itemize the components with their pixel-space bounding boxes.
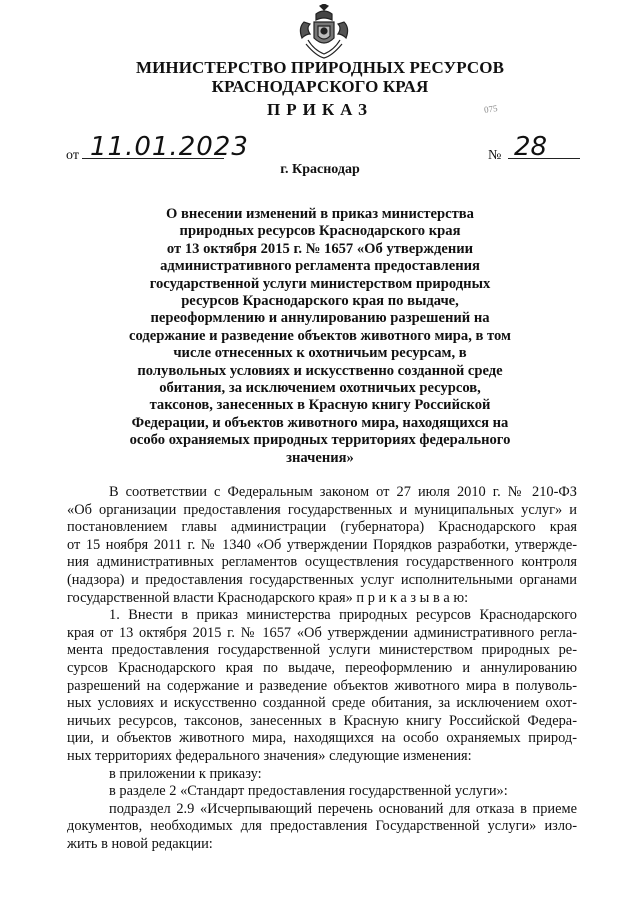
title-line: О внесении изменений в приказ министерства [166, 206, 474, 222]
body-line: «Об организации предоставления государственных и муниципальных услуг» и [67, 501, 577, 518]
body-line: ния административных регламентов осуществления государственного контроля [67, 554, 577, 571]
coat-of-arms-icon [296, 4, 352, 60]
body-line: ничьих ресурсов, таксонов, занесенных в Красную книгу Российской Федера- [67, 712, 577, 729]
body-line: мента предоставления государственной услуги министерством природных ре- [67, 642, 577, 659]
title-line: ресурсов Краснодарского края по выдаче, [181, 293, 459, 310]
document-body [67, 484, 577, 853]
date-label: от [66, 148, 79, 163]
title-line: полувольных условиях и искусственно созданной среде [137, 362, 503, 379]
city: г. Краснодар [280, 162, 360, 177]
body-line: 1. Внести в приказ министерства природных ресурсов Краснодарского [109, 607, 577, 624]
body-line: ных условиях и искусственно созданной среде обитания, за исключением охот- [67, 695, 577, 712]
body-line: ции, и объектов животного мира, находящихся на особо охраняемых природ- [67, 730, 577, 747]
title-line: содержание и разведение объектов животного мира, в том [128, 327, 511, 344]
body-line: в разделе 2 «Стандарт предоставления государственной услуги»: [109, 783, 508, 800]
body-line: подраздел 2.9 «Исчерпывающий перечень оснований для отказа в приеме [109, 800, 577, 817]
body-line: края от 13 октября 2015 г. № 1657 «Об утверждении административного регла- [67, 624, 577, 641]
body-line: жить в новой редакции: [67, 835, 213, 852]
title-line: от 13 октября 2015 г. № 1657 «Об утверждении [166, 240, 474, 257]
title-line: числе отнесенных к охотничьим ресурсам, в [173, 345, 467, 362]
body-line: В соответствии с Федеральным законом от 27 июля 2010 г. № 210-ФЗ [109, 484, 577, 500]
title-line: значения» [286, 449, 354, 466]
body-line: ных территориях федерального значения» следующие изменения: [67, 747, 472, 764]
body-line: разрешений на содержание и разведение объектов животного мира в полуволь- [67, 677, 577, 694]
body-line: постановлением главы администрации (губернатора) Краснодарского края [67, 519, 577, 536]
body-line: документов, необходимых для предоставления Государственной услуги» изло- [67, 818, 577, 835]
title-line: Федерации, и объектов животного мира, находящихся на [131, 414, 509, 431]
title-line: государственной услуги министерством природных [149, 275, 491, 292]
document-type: ПРИКАЗ [267, 100, 373, 119]
title-line: обитания, за исключением охотничьих ресурсов, [159, 380, 481, 397]
date-value: 11.01.2023 [90, 132, 249, 162]
body-line: государственной власти Краснодарского края» п р и к а з ы в а ю: [67, 589, 469, 606]
ministry-name-line1: МИНИСТЕРСТВО ПРИРОДНЫХ РЕСУРСОВ [135, 58, 505, 77]
title-line: особо охраняемых природных территориях федерального [129, 432, 511, 449]
number-value: 28 [514, 132, 548, 162]
number-underline [508, 158, 580, 159]
title-line: переоформлению и аннулированию разрешений на [150, 310, 490, 327]
date-underline [82, 158, 224, 159]
body-line: от 15 ноября 2011 г. № 1340 «Об утверждении Порядков разработки, утвержде- [67, 536, 577, 553]
body-line: сурсов Краснодарского края по выдаче, переоформлению и аннулированию [67, 659, 577, 676]
document-title [120, 206, 520, 467]
body-line: в приложении к приказу: [109, 765, 262, 782]
number-label: № [488, 148, 502, 163]
title-line: таксонов, занесенных в Красную книгу Российской [149, 397, 491, 414]
body-line: (надзора) и предоставления государственных услуг исполнительными органами [67, 571, 577, 588]
title-line: природных ресурсов Краснодарского края [179, 223, 461, 240]
ministry-name-line2: КРАСНОДАРСКОГО КРАЯ [211, 77, 429, 96]
registration-stamp: 075 [483, 103, 499, 115]
title-line: административного регламента предоставления [160, 258, 480, 275]
